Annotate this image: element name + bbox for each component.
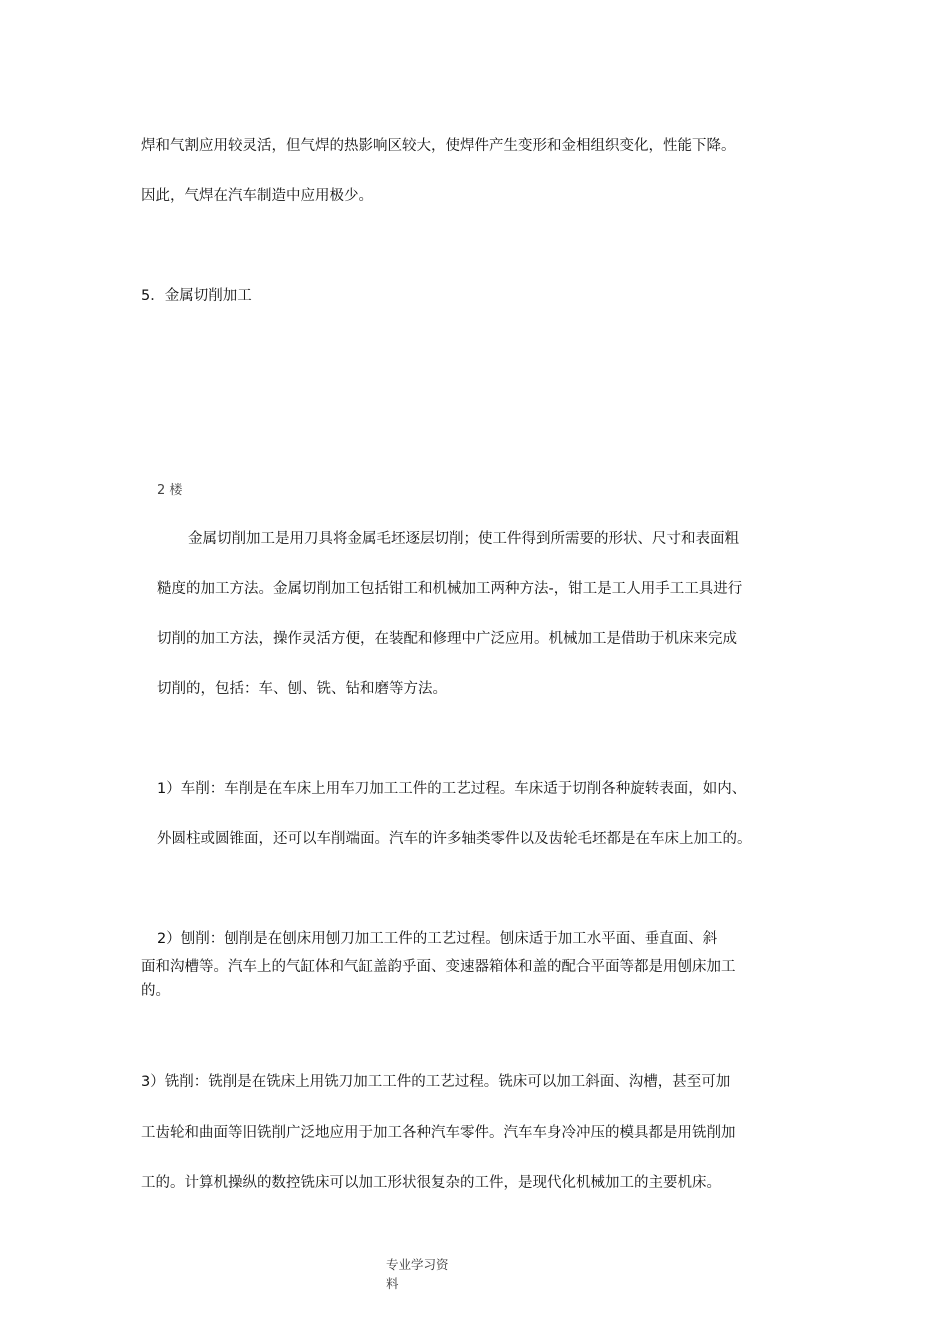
paragraph1-line-2: 糙度的加工方法。金属切削加工包括钳工和机械加工两种方法-，钳工是工人用手工工具进行 [157,581,743,597]
turning-line-1: 1）车削：车削是在车床上用车刀加工工件的工艺过程。车床适于切削各种旋转表面，如内、 [157,781,747,797]
floor-label: 2 楼 [157,483,183,498]
milling-line-1: 3）铣削：铣削是在铣床上用铣刀加工工件的工艺过程。铣床可以加工斜面、沟槽，甚至可加 [141,1074,731,1090]
planing-line-1: 2）刨削：刨削是在刨床用刨刀加工工件的工艺过程。刨床适于加工水平面、垂直面、斜 [157,931,718,947]
planing-line-3: 的。 [141,983,170,999]
paragraph1-line-3: 切削的加工方法，操作灵活方便，在装配和修理中广泛应用。机械加工是借助于机床来完成 [157,631,737,647]
planing-line-2: 面和沟槽等。汽车上的气缸体和气缸盖韵乎面、变速器箱体和盖的配合平面等都是用刨床加工 [141,959,736,975]
footer-line-2: 料 [386,1276,399,1291]
intro-line-1: 焊和气割应用较灵活，但气焊的热影响区较大，使焊件产生变形和金相组织变化，性能下降。 [141,138,736,154]
paragraph1-line-4: 切削的，包括：车、刨、铣、钻和磨等方法。 [157,681,447,697]
milling-line-3: 工的。计算机操纵的数控铣床可以加工形状很复杂的工件，是现代化机械加工的主要机床。 [141,1175,721,1191]
section-heading: 5．金属切削加工 [141,288,252,304]
footer-note [386,1255,466,1293]
turning-line-2: 外圆柱或圆锥面，还可以车削端面。汽车的许多轴类零件以及齿轮毛坯都是在车床上加工的。 [157,831,752,847]
milling-line-2: 工齿轮和曲面等旧铣削广泛地应用于加工各种汽车零件。汽车车身冷冲压的模具都是用铣削加 [141,1125,736,1141]
intro-line-2: 因此，气焊在汽车制造中应用极少。 [141,188,373,204]
footer-line-1: 专业学习资 [386,1257,449,1272]
paragraph1-line-1: 金属切削加工是用刀具将金属毛坯逐层切削；使工件得到所需要的形状、尺寸和表面粗 [188,531,739,547]
